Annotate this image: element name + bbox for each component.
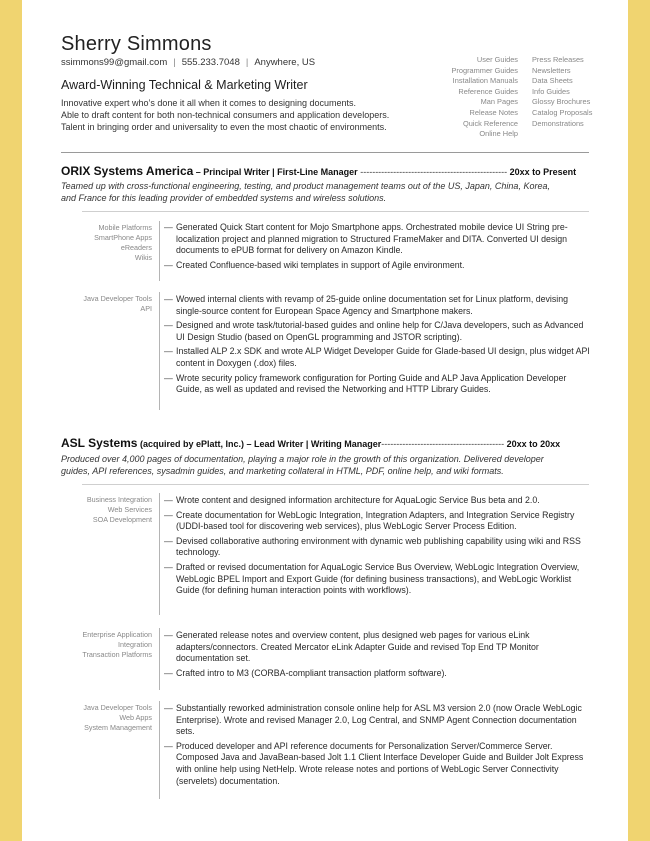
bullet-text: Devised collaborative authoring environment with dynamic web publishing capability using wiki and RSS technology.: [176, 535, 581, 558]
summary-line: Innovative expert who’s done it all when it comes to designing documents.: [61, 98, 357, 108]
skill-label-line: System Management: [84, 723, 152, 732]
skill-group-label: [61, 294, 152, 314]
job-intro-line: Teamed up with cross-functional engineering, testing, and product management teams out of the US, Japan, China, Korea,: [61, 181, 550, 191]
job-intro-line: guides, API references, sysadmin guides, and marketing collateral in HTML, PDF, online help, and wiki formats.: [61, 466, 504, 476]
bullet-text: Wowed internal clients with revamp of 25-guide online documentation set for Linux platform, devising single-source content for European Space Agency and Smartphone makers.: [176, 294, 568, 316]
separator: |: [173, 57, 176, 68]
service-item: Press Releases: [532, 55, 584, 64]
skill-label-line: SmartPhone Apps: [94, 233, 152, 242]
services-column-right: [532, 55, 592, 129]
bullet-text: Generated Quick Start content for Mojo Smartphone apps. Orchestrated mobile device UI String pre-localization project and planned migration to Structured FrameMaker and DITA. Converted UI design documents to ePUB format for delivery on Amazon Kindle.: [176, 222, 568, 256]
job-dash-leader: -------------------------------------------------: [360, 167, 508, 177]
skill-group-label: [61, 223, 152, 263]
bullet-item: [164, 373, 592, 396]
job-dash-leader: -----------------------------------------: [381, 439, 505, 449]
bullet-item: [164, 630, 592, 665]
contact-line: [61, 57, 315, 68]
skill-label-line: Enterprise Application: [82, 630, 152, 639]
dash-marker: —: [164, 495, 173, 505]
service-item: Info Guides: [532, 86, 570, 96]
section-divider: [82, 211, 589, 212]
service-item: Installation Manuals: [452, 76, 518, 86]
service-item: Newsletters: [532, 65, 571, 75]
job-dates: 20xx to Present: [507, 167, 577, 177]
separator: |: [245, 57, 249, 68]
bullet-text: Created Confluence-based wiki templates in support of Agile environment.: [176, 259, 465, 270]
bullet-list: [164, 495, 592, 600]
summary: [61, 97, 389, 133]
summary-line: Talent in bringing order and universality to even the most chaotic of environments.: [61, 122, 387, 132]
service-item: Man Pages: [480, 97, 518, 107]
services-column-left: [432, 55, 518, 140]
bullet-text: Installed ALP 2.x SDK and wrote ALP Widget Developer Guide for Glade-based UI design, plus widget API content in Doxygen (.dox) files.: [176, 346, 590, 368]
bullet-text: Designed and wrote task/tutorial-based guides and online help for C/Java developers, such as Advanced UI Design Studio (based on OpenGL programming and JSTOR scripting).: [176, 320, 584, 342]
dash-marker: —: [164, 630, 173, 640]
service-item: Reference Guides: [458, 86, 518, 96]
phone: 555.233.7048: [181, 57, 240, 68]
section-divider: [61, 152, 589, 153]
service-item: Online Help: [479, 129, 518, 139]
dash-marker: —: [164, 259, 173, 270]
bullet-list: [164, 630, 592, 682]
location: Anywhere, US: [254, 57, 316, 68]
job-intro-line: and France for this leading provider of embedded systems and wireless solutions.: [61, 193, 387, 203]
job-title-line: [61, 436, 560, 450]
resume-page: [22, 0, 628, 841]
skill-label-line: eReaders: [120, 243, 152, 252]
bullet-list: [164, 703, 592, 790]
dash-marker: —: [164, 346, 173, 357]
service-item: Catalog Proposals: [532, 107, 593, 117]
bullet-text: Wrote security policy framework configuration for Porting Guide and ALP Java Application Developer Guide, as well as updated and revised the Networking and HTTP Library Guides.: [176, 372, 567, 395]
skill-group-label: [61, 630, 152, 660]
dash-marker: —: [164, 222, 173, 232]
bullet-text: Create documentation for WebLogic Integration, Integration Adapters, and Integration Service Registry (UDDI-based tool for discovering web services), plus WebLogic Server Process Edition.: [176, 509, 575, 532]
service-item: Release Notes: [469, 107, 518, 117]
job-dates: 20xx to 20xx: [504, 439, 561, 449]
skill-label-line: API: [140, 304, 152, 313]
service-item: Glossy Brochures: [532, 97, 591, 107]
bullet-item: [164, 346, 592, 369]
bullet-item: [164, 536, 592, 559]
person-name: Sherry Simmons: [61, 33, 212, 55]
skill-label-line: Web Apps: [119, 713, 152, 722]
service-item: Programmer Guides: [451, 65, 518, 75]
bullet-text: Substantially reworked administration console online help for ASL M3 version 2.0 (now Oracle WebLogic Enterprise). Wrote and revised Manager 2.0, Log Central, and SNMP Agent Connection documentation sets.: [176, 703, 582, 737]
skill-group-label: [61, 703, 152, 733]
service-item: Data Sheets: [532, 76, 573, 86]
dash-marker: —: [164, 294, 173, 304]
section-divider: [82, 484, 589, 485]
job-title-line: [61, 164, 576, 178]
dash-marker: —: [164, 509, 173, 520]
skill-label-line: Transaction Platforms: [82, 650, 152, 659]
company-note: (acquired by ePlatt, Inc.): [137, 439, 245, 449]
skill-label-line: Java Developer Tools: [83, 703, 152, 712]
bullet-item: [164, 294, 592, 317]
email[interactable]: ssimmons99@gmail.com: [61, 57, 168, 68]
skill-label-line: Wikis: [134, 253, 152, 262]
company-name: ORIX Systems America: [61, 164, 194, 178]
dash-marker: —: [164, 320, 173, 331]
bullet-item: [164, 222, 592, 257]
dash-marker: —: [164, 740, 173, 751]
dash-marker: —: [164, 561, 173, 572]
bullet-item: [164, 703, 592, 738]
job-role: – Principal Writer | First-Line Manager: [193, 167, 361, 177]
bullet-item: [164, 260, 592, 272]
bullet-item: [164, 668, 592, 680]
skill-label-line: Web Services: [107, 505, 152, 514]
group-vertical-rule: [159, 701, 160, 799]
skill-group-label: [61, 495, 152, 525]
summary-line: Able to draft content for both non-technical consumers and application developers.: [61, 110, 390, 120]
service-item: User Guides: [476, 55, 518, 64]
dash-marker: —: [164, 372, 173, 383]
bullet-text: Crafted intro to M3 (CORBA-compliant transaction platform software).: [176, 667, 447, 678]
skill-label-line: Mobile Platforms: [98, 223, 152, 232]
skill-label-line: Integration: [118, 640, 152, 649]
dash-marker: —: [164, 667, 173, 678]
headline: Award-Winning Technical & Marketing Writer: [61, 78, 308, 92]
bullet-list: [164, 222, 592, 274]
company-name: ASL Systems: [61, 436, 138, 450]
bullet-item: [164, 562, 592, 597]
bullet-item: [164, 741, 592, 787]
dash-marker: —: [164, 703, 173, 713]
job-intro: [61, 180, 550, 204]
bullet-text: Drafted or revised documentation for AquaLogic Service Bus Overview, WebLogic Integration Overview, WebLogic BPEL Import and Export Guide (for defining business transactions), and WebLogic Worklist Guide (for defining human interaction points with workflows).: [176, 561, 580, 596]
group-vertical-rule: [159, 493, 160, 615]
job-intro-line: Produced over 4,000 pages of documentation, playing a major role in the growth of this organization. Delivered developer: [61, 454, 544, 464]
bullet-text: Wrote content and designed information architecture for AquaLogic Service Bus beta and 2.0.: [176, 495, 540, 505]
bullet-item: [164, 495, 592, 507]
dash-marker: —: [164, 535, 173, 546]
group-vertical-rule: [159, 292, 160, 410]
bullet-text: Generated release notes and overview content, plus designed web pages for various eLink adapters/connectors. Created Mercator eLink Adapter Guide and revised Top End TP Monitor documentation set.: [176, 630, 539, 664]
job-intro: [61, 453, 544, 477]
job-role: – Lead Writer | Writing Manager: [244, 439, 382, 449]
skill-label-line: Java Developer Tools: [83, 294, 152, 303]
skill-label-line: Business Integration: [86, 495, 152, 504]
group-vertical-rule: [159, 221, 160, 281]
bullet-text: Produced developer and API reference documents for Personalization Server/Commerce Server. Composed Java and JavaBean-based Jolt 1.1 Client Interface Developer Guide and Builder Jolt Express with online help using NetHelp. Wrote release notes and portions of WebLogic Server Connectivity (servelets) documentation.: [176, 740, 584, 786]
group-vertical-rule: [159, 628, 160, 690]
bullet-item: [164, 320, 592, 343]
skill-label-line: SOA Development: [92, 515, 152, 524]
service-item: Demonstrations: [532, 118, 584, 128]
service-item: Quick Reference: [462, 118, 518, 128]
bullet-item: [164, 510, 592, 533]
bullet-list: [164, 294, 592, 399]
